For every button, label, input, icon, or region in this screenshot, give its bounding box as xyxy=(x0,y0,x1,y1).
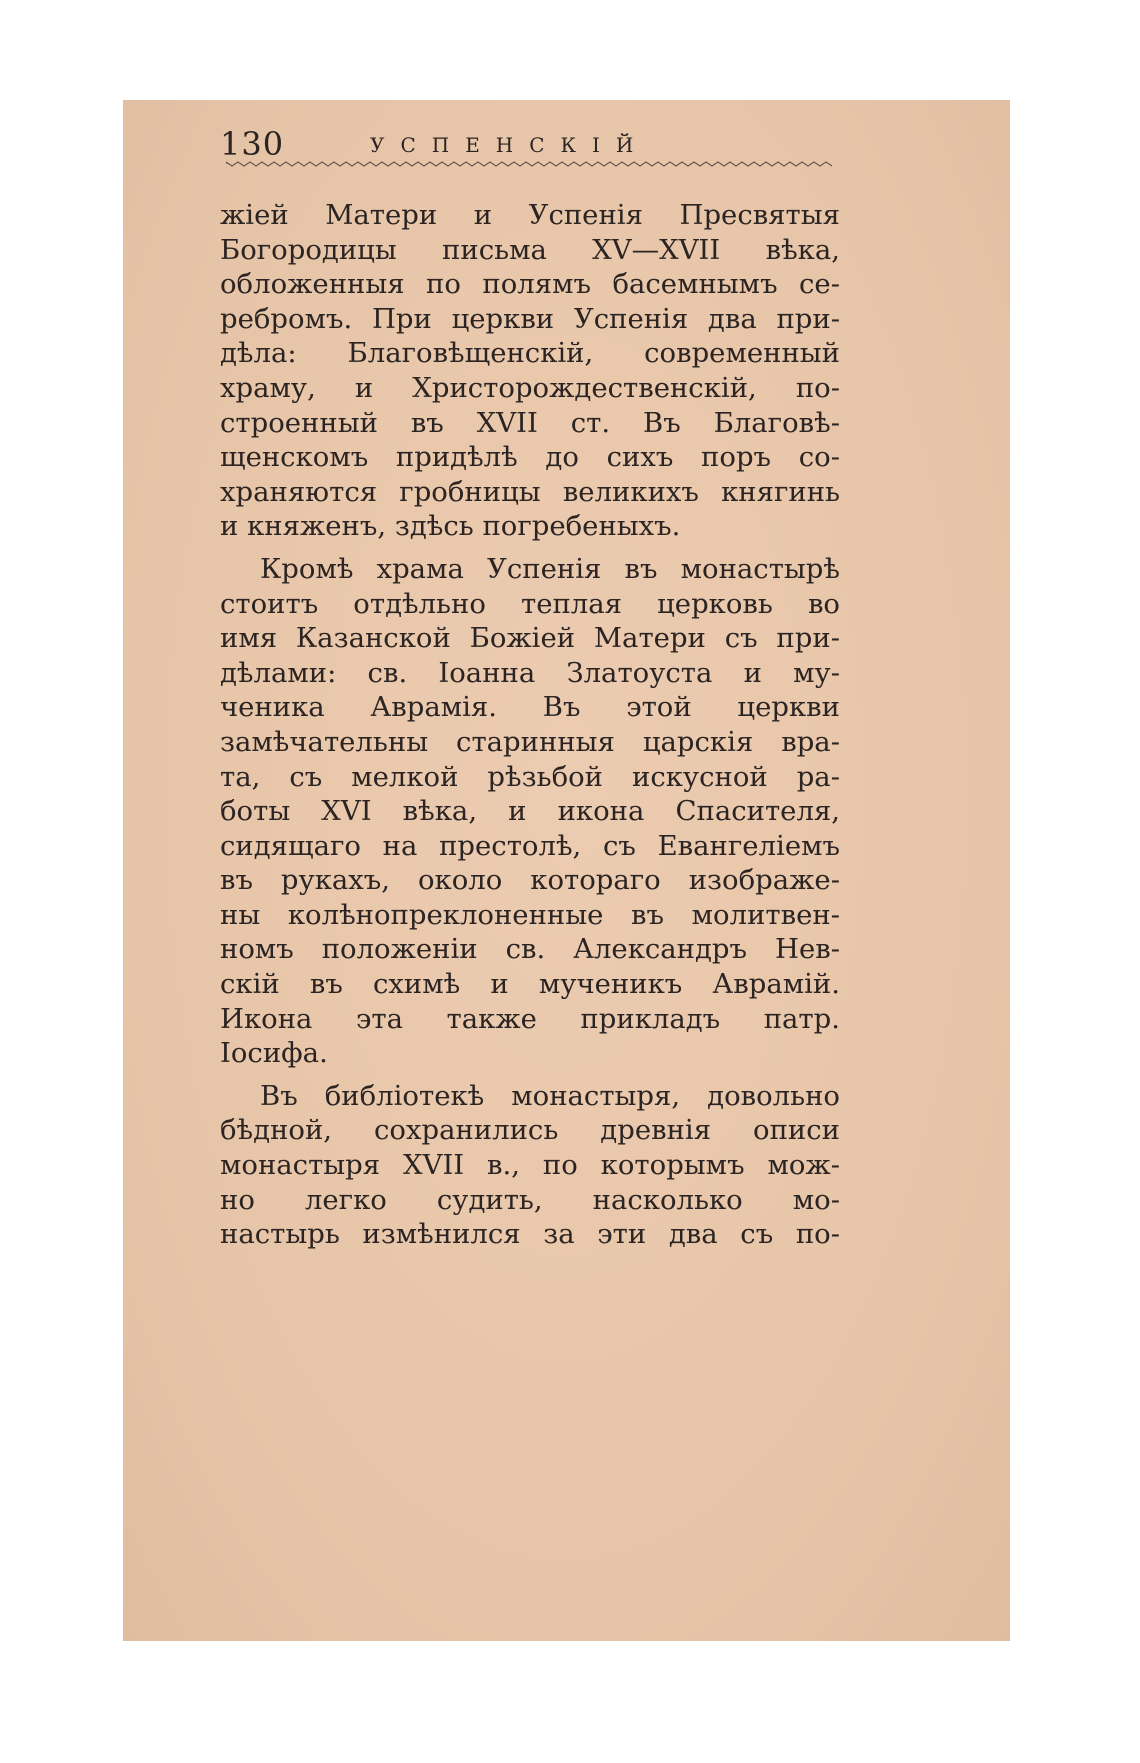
text-line: настырь измѣнился за эти два съ по- xyxy=(220,1218,840,1251)
text-line: стоитъ отдѣльно теплая церковь во xyxy=(220,587,840,620)
text-line: строенный въ XVII ст. Въ Благовѣ- xyxy=(220,406,840,439)
text-line: номъ положеніи св. Александръ Нев- xyxy=(220,933,840,966)
text-line: Кромѣ храма Успенія въ монастырѣ xyxy=(260,552,840,585)
header-rule xyxy=(226,160,836,168)
text-line: дѣла: Благовѣщенскій, современный xyxy=(220,337,840,370)
page-number: 130 xyxy=(220,125,285,163)
text-line: ребромъ. При церкви Успенія два при- xyxy=(220,302,840,335)
text-line: та, съ мелкой рѣзьбой искусной ра- xyxy=(220,760,840,793)
text-line: храму, и Христорождественскій, по- xyxy=(220,371,840,404)
text-line: ны колѣнопреклоненные въ молитвен- xyxy=(220,898,840,931)
text-line: ченика Аврамія. Въ этой церкви xyxy=(220,691,840,724)
body-text xyxy=(220,198,840,1252)
text-line: скій въ схимѣ и мученикъ Аврамій. xyxy=(220,968,840,1001)
text-line: Въ библіотекѣ монастыря, довольно xyxy=(260,1079,840,1112)
paragraph-gap xyxy=(220,1071,840,1079)
text-line: храняются гробницы великихъ княгинь xyxy=(220,475,840,508)
text-line: Іосифа. xyxy=(220,1037,328,1070)
text-line: замѣчательны старинныя царскія вра- xyxy=(220,725,840,758)
text-line: дѣлами: св. Іоанна Златоуста и му- xyxy=(220,656,840,689)
text-line: имя Казанской Божіей Матери съ при- xyxy=(220,622,840,655)
running-title: УСПЕНСКІЙ xyxy=(370,133,650,157)
text-line: щенскомъ придѣлѣ до сихъ поръ со- xyxy=(220,441,840,474)
paragraph-gap xyxy=(220,544,840,552)
text-line: но легко судить, насколько мо- xyxy=(220,1183,840,1216)
text-line: сидящаго на престолѣ, съ Евангеліемъ xyxy=(220,829,840,862)
page-header xyxy=(220,125,830,165)
text-line: Икона эта также прикладъ патр. xyxy=(220,1002,840,1035)
text-line: обложенныя по полямъ басемнымъ се- xyxy=(220,268,840,301)
text-line: въ рукахъ, около котораго изображе- xyxy=(220,864,840,897)
text-line: жіей Матери и Успенія Пресвятыя xyxy=(220,199,840,231)
text-line: Богородицы письма XV—XVII вѣка, xyxy=(220,233,840,266)
text-line: боты XVI вѣка, и икона Спасителя, xyxy=(220,795,840,828)
text-line: бѣдной, сохранились древнія описи xyxy=(220,1114,840,1147)
text-line: монастыря XVII в., по которымъ мож- xyxy=(220,1149,840,1182)
text-line: и княженъ, здѣсь погребеныхъ. xyxy=(220,510,681,543)
